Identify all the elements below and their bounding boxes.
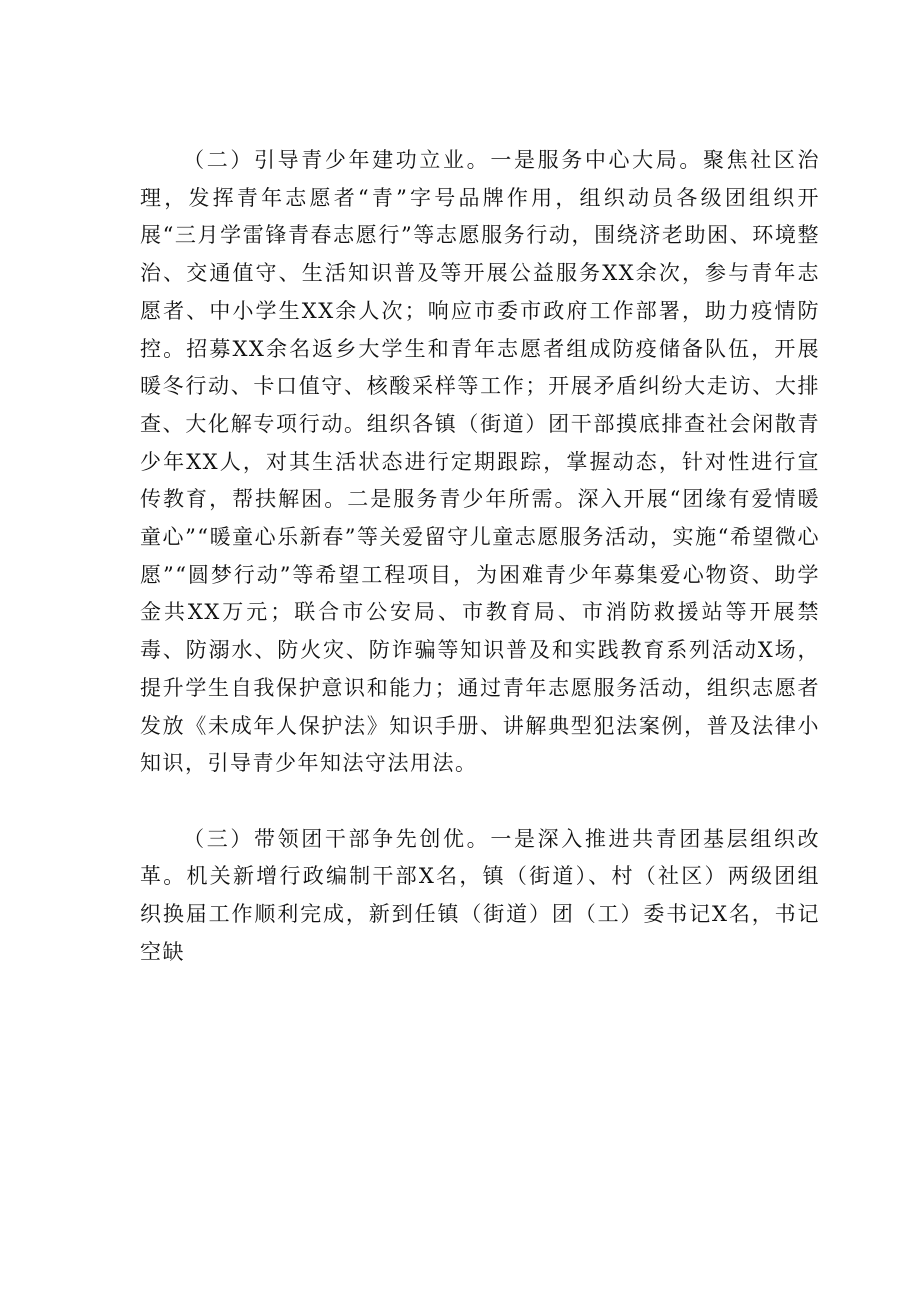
paragraph-cadre-excellence [140, 821, 820, 972]
document-body [140, 142, 820, 971]
paragraph-text: （三）带领团干部争先创优。一是深入推进共青团基层组织改革。机关新增行政编制干部X名，镇（街道）、村（社区）两级团组织换届工作顺利完成，新到任镇（街道）团（工）委书记X名，书记空缺 [140, 826, 820, 964]
paragraph-youth-achievement [140, 142, 820, 783]
paragraph-text: （二）引导青少年建功立业。一是服务中心大局。聚焦社区治理，发挥青年志愿者“青”字号品牌作用，组织动员各级团组织开展“三月学雷锋青春志愿行”等志愿服务行动，围绕济老助困、环境整治、交通值守、生活知识普及等开展公益服务XX余次，参与青年志愿者、中小学生XX余人次；响应市委市政府工作部署，助力疫情防控。招募XX余名返乡大学生和青年志愿者组成防疫储备队伍，开展暖冬行动、卡口值守、核酸采样等工作；开展矛盾纠纷大走访、大排查、大化解专项行动。组织各镇（街道）团干部摸底排查社会闲散青少年XX人，对其生活状态进行定期跟踪，掌握动态，针对性进行宣传教育，帮扶解困。二是服务青少年所需。深入开展“团缘有爱情暖童心”“暖童心乐新春”等关爱留守儿童志愿服务活动，实施“希望微心愿”“圆梦行动”等希望工程项目，为困难青少年募集爱心物资、助学金共XX万元；联合市公安局、市教育局、市消防救援站等开展禁毒、防溺水、防火灾、防诈骗等知识普及和实践教育系列活动X场，提升学生自我保护意识和能力；通过青年志愿服务活动，组织志愿者发放《未成年人保护法》知识手册、讲解典型犯法案例，普及法律小知识，引导青少年知法守法用法。 [140, 148, 820, 776]
paragraph-spacing [140, 783, 820, 821]
